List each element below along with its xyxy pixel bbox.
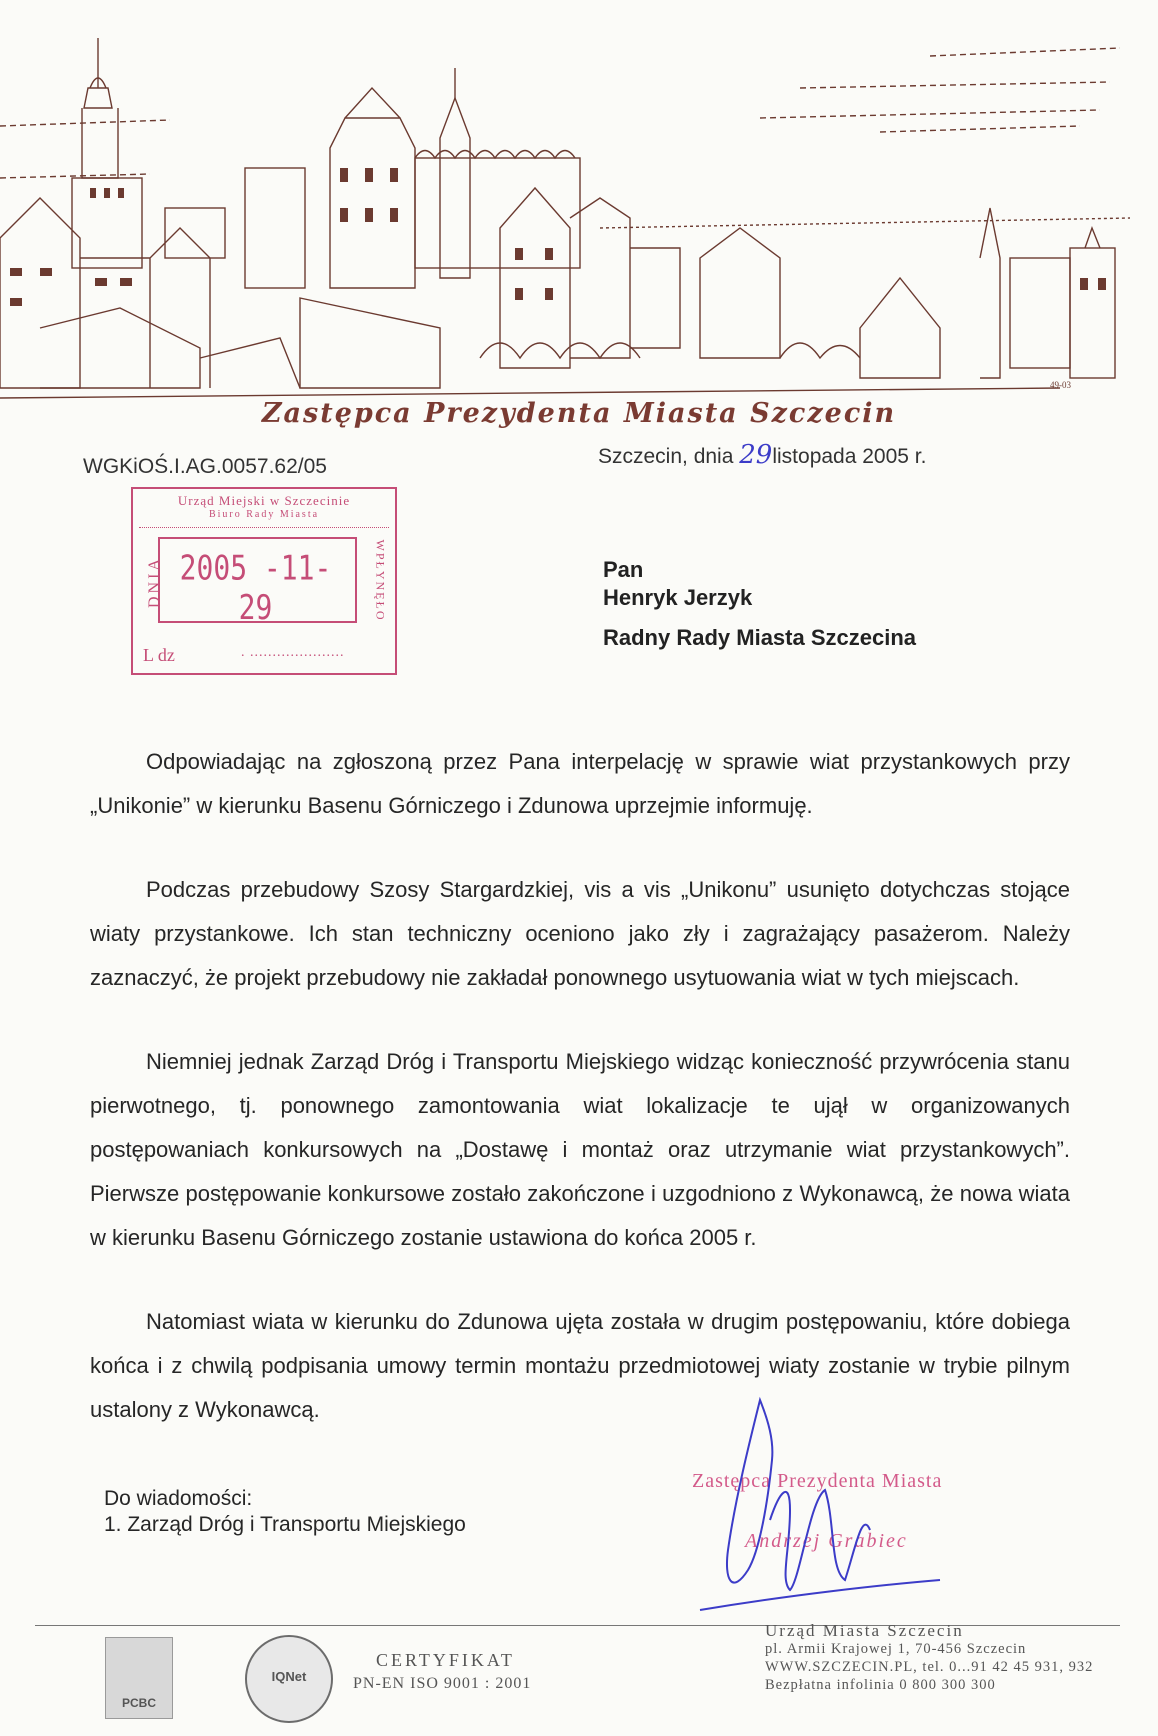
pcbc-logo: [105, 1637, 173, 1719]
footer-address-name: Urząd Miasta Szczecin: [765, 1621, 964, 1640]
pcbc-logo-text: PCBC: [121, 1696, 156, 1710]
signature-title: Zastępca Prezydenta Miasta: [692, 1470, 943, 1492]
body-paragraph: Natomiast wiata w kierunku do Zdunowa ujęta została w drugim postępowaniu, które dobiega końca i z chwilą podpisania umowy termin montażu przedmiotowej wiaty zostanie w trybie pilnym ustalony z Wykonawcą.: [90, 1309, 1070, 1422]
stamp-ldz-label: L dz: [143, 645, 175, 665]
dateline-day-handwritten: 29: [739, 440, 773, 470]
dateline-suffix: listopada 2005 r.: [772, 445, 927, 468]
cc-item: 1. Zarząd Dróg i Transportu Miejskiego: [104, 1513, 466, 1536]
stamp-side-right: WPŁYNĘŁO: [373, 539, 388, 622]
body-paragraph: Podczas przebudowy Szosy Stargardzkiej, vis a vis „Unikonu” usunięto dotychczas stojące wiaty przystankowe. Ich stan techniczny oceniono jako zły i zagrażający pasażerom. Należy zaznaczyć, że projekt przebudowy nie zakładał ponownego usytuowania wiat w tych miejscach.: [90, 877, 1070, 990]
certificate-title: CERTYFIKAT: [376, 1650, 515, 1670]
footer-address-hotline: Bezpłatna infolinia 0 800 300 300: [765, 1677, 996, 1693]
iqnet-logo-text: IQNet: [271, 1669, 307, 1684]
body-paragraph: Niemniej jednak Zarząd Dróg i Transportu Miejskiego widząc konieczność przywrócenia stanu pierwotnego, tj. ponownego zamontowania wiat lokalizacje te ujął w organizowanych postępowaniach konkursowych na „Dostawę i montaż oraz utrzymanie wiat przystankowych”. Pierwsze postępowanie konkursowe zostało zakończone i uzgodniono z Wykonawcą, że nowa wiata w kierunku Basenu Górniczego zostanie ustawiona do końca 2005 r.: [90, 1049, 1070, 1250]
cc-heading: Do wiadomości:: [104, 1487, 253, 1510]
certificate-standard: PN-EN ISO 9001 : 2001: [353, 1675, 532, 1692]
dateline: [598, 440, 926, 470]
stamp-office: Urząd Miejski w Szczecinie: [177, 493, 351, 508]
recipient-salutation: Pan: [603, 557, 644, 582]
stamp-ldz-value: . .....................: [241, 645, 345, 660]
received-stamp: [131, 487, 397, 675]
footer-address: [765, 1622, 1093, 1694]
stamp-divider: [139, 527, 389, 528]
body-paragraph: Odpowiadając na zgłoszoną przez Pana interpelację w sprawie wiat przystankowych przy „Unikonie” w kierunku Basenu Górniczego i Zdunowa uprzejmie informuję.: [90, 749, 1070, 818]
handwritten-signature: [640, 1380, 960, 1620]
stamp-side-left: DNIA: [146, 556, 163, 608]
recipient-role: Radny Rady Miasta Szczecina: [603, 625, 917, 650]
footer-address-web: WWW.SZCZECIN.PL, tel. 0...91 42 45 931, 932: [765, 1659, 1094, 1675]
svg-text:49-03: 49-03: [1050, 380, 1071, 390]
dateline-prefix: Szczecin, dnia: [598, 445, 740, 468]
signature-name: Andrzej Grabiec: [745, 1530, 908, 1552]
city-skyline-illustration: [0, 28, 1130, 403]
footer-address-street: pl. Armii Krajowej 1, 70-456 Szczecin: [765, 1641, 1027, 1657]
stamp-bureau: Biuro Rady Miasta: [208, 509, 320, 520]
reference-number: WGKiOŚ.I.AG.0057.62/05: [83, 455, 327, 478]
recipient-name: Henryk Jerzyk: [603, 585, 753, 610]
iqnet-logo: [245, 1635, 333, 1723]
stamp-date: 2005 -11- 29: [179, 548, 332, 628]
letterhead-title: Zastępca Prezydenta Miasta Szczecin: [261, 398, 897, 429]
